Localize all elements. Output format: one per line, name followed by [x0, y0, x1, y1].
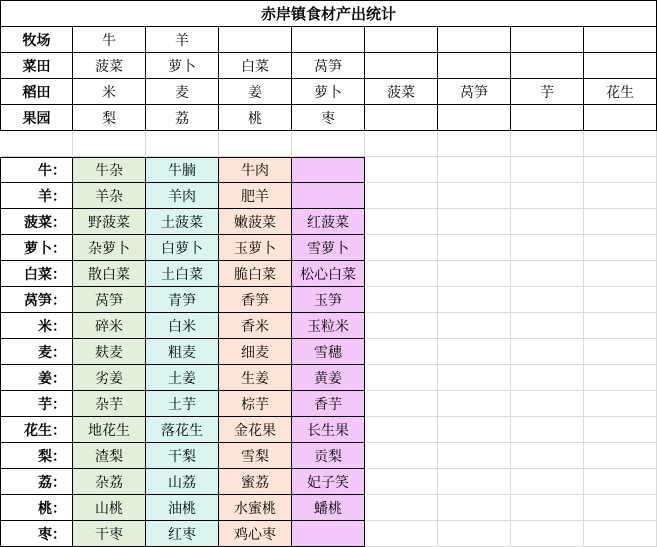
row-header[interactable]: 牧场: [0, 27, 73, 53]
row-label[interactable]: 羊：: [0, 183, 73, 209]
quality-cell[interactable]: 牛腩: [146, 157, 219, 183]
empty-cell: [365, 287, 438, 313]
row-label[interactable]: 菠菜：: [0, 209, 73, 235]
quality-cell[interactable]: 杂荔: [73, 469, 146, 495]
empty-cell: [584, 261, 657, 287]
empty-cell: [73, 131, 146, 157]
row-label[interactable]: 荔：: [0, 469, 73, 495]
quality-cell[interactable]: 玉萝卜: [219, 235, 292, 261]
quality-cell[interactable]: 金花果: [219, 417, 292, 443]
table-cell[interactable]: 莴笋: [438, 79, 511, 105]
quality-cell[interactable]: 水蜜桃: [219, 495, 292, 521]
empty-cell: [584, 521, 657, 547]
quality-cell[interactable]: 香笋: [219, 287, 292, 313]
table-cell[interactable]: [511, 27, 584, 53]
empty-cell: [438, 235, 511, 261]
empty-cell: [438, 495, 511, 521]
quality-cell[interactable]: 青笋: [146, 287, 219, 313]
table-cell[interactable]: [584, 27, 657, 53]
quality-cell[interactable]: 粗麦: [146, 339, 219, 365]
empty-cell: [511, 417, 584, 443]
quality-cell[interactable]: 莴笋: [73, 287, 146, 313]
empty-cell: [438, 469, 511, 495]
empty-cell: [584, 365, 657, 391]
row-label[interactable]: 萝卜：: [0, 235, 73, 261]
quality-cell[interactable]: [292, 521, 365, 547]
quality-cell[interactable]: 细麦: [219, 339, 292, 365]
table-cell[interactable]: 枣: [292, 105, 365, 131]
empty-cell: [365, 495, 438, 521]
sheet-title[interactable]: 赤岸镇食材产出统计: [0, 0, 657, 27]
empty-cell: [438, 391, 511, 417]
quality-cell[interactable]: 散白菜: [73, 261, 146, 287]
empty-cell: [438, 209, 511, 235]
empty-cell: [511, 339, 584, 365]
empty-cell: [511, 209, 584, 235]
table-cell[interactable]: 桃: [219, 105, 292, 131]
table-cell[interactable]: [365, 105, 438, 131]
empty-cell: [584, 443, 657, 469]
empty-cell: [511, 521, 584, 547]
table-cell[interactable]: 梨: [73, 105, 146, 131]
empty-cell: [584, 495, 657, 521]
quality-cell[interactable]: 杂萝卜: [73, 235, 146, 261]
empty-cell: [584, 287, 657, 313]
quality-cell[interactable]: 松心白菜: [292, 261, 365, 287]
empty-cell: [0, 131, 73, 157]
quality-cell[interactable]: 土姜: [146, 365, 219, 391]
table-cell[interactable]: [584, 53, 657, 79]
quality-cell[interactable]: 雪梨: [219, 443, 292, 469]
quality-cell[interactable]: 雪穗: [292, 339, 365, 365]
empty-cell: [365, 313, 438, 339]
table-cell[interactable]: 莴笋: [292, 53, 365, 79]
empty-cell: [438, 313, 511, 339]
row-header[interactable]: 果园: [0, 105, 73, 131]
empty-cell: [584, 469, 657, 495]
empty-cell: [438, 365, 511, 391]
quality-cell[interactable]: 渣梨: [73, 443, 146, 469]
quality-cell[interactable]: 干枣: [73, 521, 146, 547]
quality-cell[interactable]: [292, 157, 365, 183]
empty-cell: [584, 131, 657, 157]
empty-cell: [511, 261, 584, 287]
row-label[interactable]: 牛：: [0, 157, 73, 183]
empty-cell: [365, 443, 438, 469]
quality-cell[interactable]: 脆白菜: [219, 261, 292, 287]
quality-cell[interactable]: 棕芋: [219, 391, 292, 417]
quality-cell[interactable]: 玉笋: [292, 287, 365, 313]
table-cell[interactable]: [292, 27, 365, 53]
quality-cell[interactable]: 碎米: [73, 313, 146, 339]
empty-cell: [584, 183, 657, 209]
row-label[interactable]: 梨：: [0, 443, 73, 469]
row-label[interactable]: 芋：: [0, 391, 73, 417]
quality-cell[interactable]: 干梨: [146, 443, 219, 469]
quality-cell[interactable]: 肥羊: [219, 183, 292, 209]
table-cell[interactable]: 羊: [146, 27, 219, 53]
quality-cell[interactable]: 嫩菠菜: [219, 209, 292, 235]
empty-cell: [511, 313, 584, 339]
quality-cell[interactable]: 雪萝卜: [292, 235, 365, 261]
quality-cell[interactable]: 落花生: [146, 417, 219, 443]
empty-cell: [365, 261, 438, 287]
quality-cell[interactable]: 杂芋: [73, 391, 146, 417]
quality-cell[interactable]: 地花生: [73, 417, 146, 443]
row-label[interactable]: 白菜：: [0, 261, 73, 287]
empty-cell: [438, 339, 511, 365]
quality-cell[interactable]: 蟠桃: [292, 495, 365, 521]
quality-cell[interactable]: 土白菜: [146, 261, 219, 287]
empty-cell: [438, 443, 511, 469]
empty-cell: [511, 443, 584, 469]
table-cell[interactable]: 荔: [146, 105, 219, 131]
table-cell[interactable]: 芋: [511, 79, 584, 105]
empty-cell: [511, 131, 584, 157]
empty-cell: [438, 131, 511, 157]
quality-cell[interactable]: 野菠菜: [73, 209, 146, 235]
empty-cell: [219, 131, 292, 157]
row-label[interactable]: 米：: [0, 313, 73, 339]
empty-cell: [438, 157, 511, 183]
empty-cell: [365, 131, 438, 157]
quality-cell[interactable]: 麸麦: [73, 339, 146, 365]
table-cell[interactable]: [511, 53, 584, 79]
empty-cell: [438, 287, 511, 313]
empty-cell: [511, 365, 584, 391]
quality-cell[interactable]: 土菠菜: [146, 209, 219, 235]
empty-cell: [511, 157, 584, 183]
table-cell[interactable]: [219, 27, 292, 53]
row-header[interactable]: 稻田: [0, 79, 73, 105]
row-label[interactable]: 枣：: [0, 521, 73, 547]
quality-cell[interactable]: 黄姜: [292, 365, 365, 391]
empty-cell: [365, 391, 438, 417]
quality-cell[interactable]: 妃子笑: [292, 469, 365, 495]
empty-cell: [584, 209, 657, 235]
table-cell[interactable]: 花生: [584, 79, 657, 105]
empty-cell: [438, 261, 511, 287]
empty-cell: [511, 235, 584, 261]
table-cell[interactable]: 菠菜: [365, 79, 438, 105]
table-cell[interactable]: 白菜: [219, 53, 292, 79]
table-cell[interactable]: [365, 27, 438, 53]
table-cell[interactable]: [365, 53, 438, 79]
empty-cell: [511, 469, 584, 495]
quality-cell[interactable]: 香米: [219, 313, 292, 339]
empty-cell: [146, 131, 219, 157]
empty-cell: [584, 417, 657, 443]
empty-cell: [365, 183, 438, 209]
empty-cell: [365, 521, 438, 547]
quality-cell[interactable]: 牛肉: [219, 157, 292, 183]
quality-cell[interactable]: 红菠菜: [292, 209, 365, 235]
quality-cell[interactable]: 白萝卜: [146, 235, 219, 261]
empty-cell: [365, 417, 438, 443]
empty-cell: [365, 157, 438, 183]
empty-cell: [584, 391, 657, 417]
quality-cell[interactable]: 鸡心枣: [219, 521, 292, 547]
table-cell[interactable]: 姜: [219, 79, 292, 105]
empty-cell: [365, 235, 438, 261]
quality-cell[interactable]: 生姜: [219, 365, 292, 391]
table-cell[interactable]: [438, 27, 511, 53]
empty-cell: [584, 339, 657, 365]
quality-cell[interactable]: [292, 183, 365, 209]
table-cell[interactable]: [584, 105, 657, 131]
quality-cell[interactable]: 土芋: [146, 391, 219, 417]
row-label[interactable]: 桃：: [0, 495, 73, 521]
row-label[interactable]: 花生：: [0, 417, 73, 443]
quality-cell[interactable]: 玉粒米: [292, 313, 365, 339]
empty-cell: [511, 183, 584, 209]
empty-cell: [511, 287, 584, 313]
empty-cell: [584, 157, 657, 183]
empty-cell: [511, 391, 584, 417]
quality-cell[interactable]: 牛杂: [73, 157, 146, 183]
quality-cell[interactable]: 白米: [146, 313, 219, 339]
empty-cell: [365, 339, 438, 365]
quality-cell[interactable]: 长生果: [292, 417, 365, 443]
empty-cell: [438, 417, 511, 443]
table-cell[interactable]: 米: [73, 79, 146, 105]
row-label[interactable]: 姜：: [0, 365, 73, 391]
quality-cell[interactable]: 羊肉: [146, 183, 219, 209]
quality-cell[interactable]: 山桃: [73, 495, 146, 521]
empty-cell: [511, 495, 584, 521]
empty-cell: [365, 209, 438, 235]
row-label[interactable]: 莴笋：: [0, 287, 73, 313]
table-cell[interactable]: [511, 105, 584, 131]
row-header[interactable]: 菜田: [0, 53, 73, 79]
table-cell[interactable]: 萝卜: [292, 79, 365, 105]
empty-cell: [365, 469, 438, 495]
table-cell[interactable]: 牛: [73, 27, 146, 53]
empty-cell: [584, 235, 657, 261]
quality-cell[interactable]: 油桃: [146, 495, 219, 521]
table-cell[interactable]: 萝卜: [146, 53, 219, 79]
quality-cell[interactable]: 红枣: [146, 521, 219, 547]
empty-cell: [438, 521, 511, 547]
empty-cell: [292, 131, 365, 157]
empty-cell: [438, 183, 511, 209]
quality-cell[interactable]: 羊杂: [73, 183, 146, 209]
empty-cell: [365, 365, 438, 391]
table-cell[interactable]: 菠菜: [73, 53, 146, 79]
quality-cell[interactable]: 香芋: [292, 391, 365, 417]
empty-cell: [584, 313, 657, 339]
row-label[interactable]: 麦：: [0, 339, 73, 365]
quality-cell[interactable]: 劣姜: [73, 365, 146, 391]
table-cell[interactable]: [438, 105, 511, 131]
quality-cell[interactable]: 蜜荔: [219, 469, 292, 495]
quality-cell[interactable]: 山荔: [146, 469, 219, 495]
table-cell[interactable]: 麦: [146, 79, 219, 105]
quality-cell[interactable]: 贡梨: [292, 443, 365, 469]
table-cell[interactable]: [438, 53, 511, 79]
